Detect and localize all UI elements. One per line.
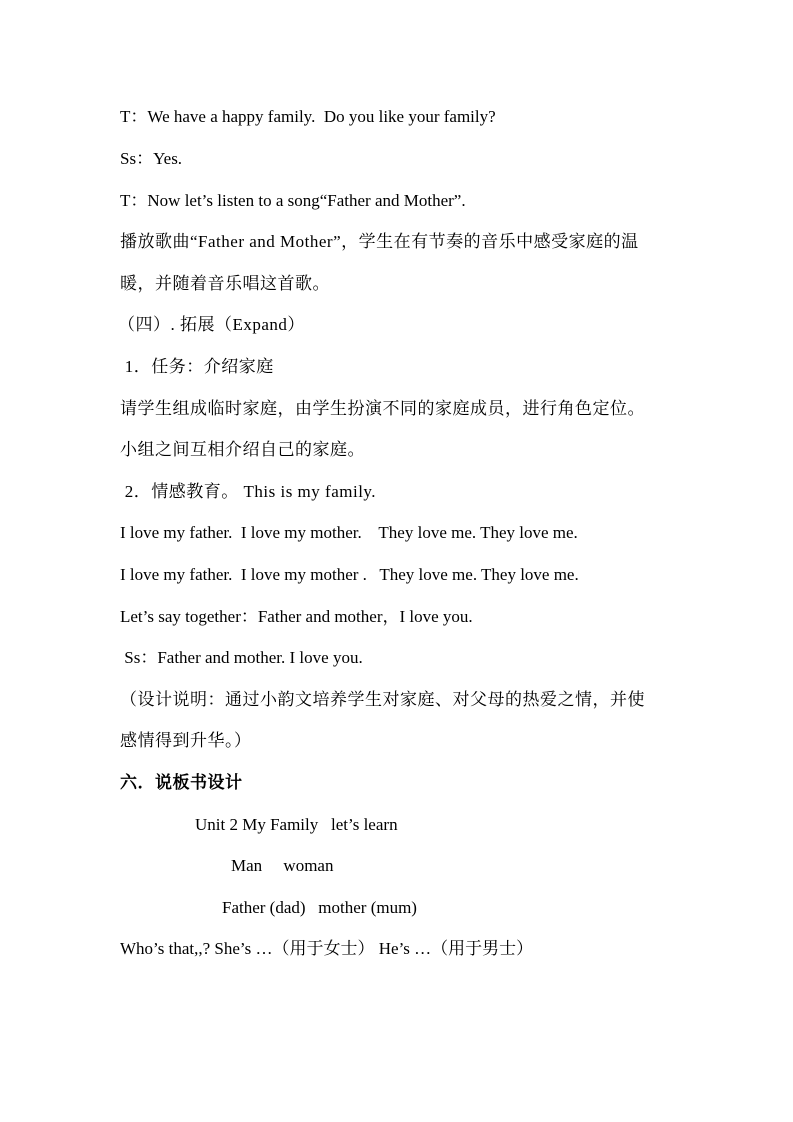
dialogue-line-teacher-family: T：We have a happy family. Do you like your family?: [120, 107, 496, 126]
dialogue-line-students-yes: Ss：Yes.: [120, 149, 183, 168]
dialogue-line-teacher-song: T：Now let’s listen to a song“Father and Mother”.: [120, 191, 466, 210]
task-item-1: 1．任务：介绍家庭: [120, 357, 274, 376]
board-line-father-mother: Father (dad) mother (mum): [222, 898, 417, 917]
board-line-whos-that: Who’s that,,? She’s …（用于女士） He’s …（用于男士）: [120, 939, 534, 958]
rhyme-line-4: Ss：Father and mother. I love you.: [120, 648, 363, 667]
paragraph-play-song-line-2: 暖，并随着音乐唱这首歌。: [120, 274, 330, 293]
rhyme-line-1: I love my father. I love my mother. They love me. They love me.: [120, 523, 578, 542]
rhyme-line-2: I love my father. I love my mother . They love me. They love me.: [120, 565, 579, 584]
rhyme-line-3: Let’s say together：Father and mother，I love you.: [120, 607, 473, 626]
design-note-line-2: 感情得到升华。）: [120, 731, 252, 750]
task-item-2: 2．情感教育。 This is my family.: [120, 482, 377, 501]
design-note-line-1: （设计说明：通过小韵文培养学生对家庭、对父母的热爱之情，并使: [120, 690, 645, 709]
section-heading-expand: （四）. 拓展（Expand）: [118, 315, 305, 334]
paragraph-roleplay-line-1: 请学生组成临时家庭，由学生扮演不同的家庭成员，进行角色定位。: [120, 399, 645, 418]
board-line-unit-title: Unit 2 My Family let’s learn: [195, 815, 398, 834]
board-line-man-woman: Man woman: [231, 856, 334, 875]
paragraph-play-song-line-1: 播放歌曲“Father and Mother”，学生在有节奏的音乐中感受家庭的温: [120, 232, 639, 251]
section-heading-board-design: 六．说板书设计: [120, 773, 243, 792]
paragraph-roleplay-line-2: 小组之间互相介绍自己的家庭。: [120, 440, 365, 459]
